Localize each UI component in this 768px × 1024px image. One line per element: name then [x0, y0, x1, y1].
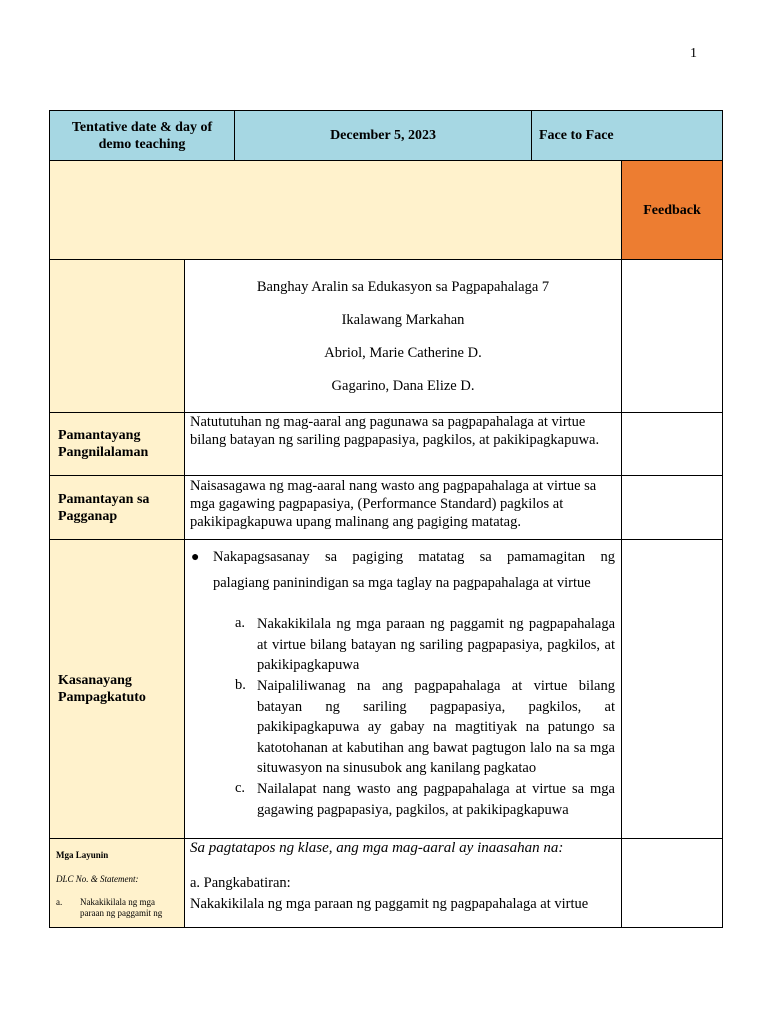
competency-item-a-text: Nakakikilala ng mga paraan ng paggamit ng pagpapahalaga at virtue bilang batayan ng sariling pagpapasiya, pagkilos, at pakikipagkapuwa — [257, 616, 615, 673]
content-standard-feedback-cell — [621, 412, 723, 476]
feedback-blank-cell — [49, 160, 622, 260]
objectives-item-a-text: Nakakikilala ng mga paraan ng paggamit ng pagpapahalaga at virtue — [190, 896, 589, 912]
competency-item-b-letter: b. — [235, 677, 246, 693]
page-number: 1 — [690, 46, 697, 61]
header-date: December 5, 2023 — [330, 128, 436, 143]
content-standard-text-cell — [184, 412, 622, 476]
quarter: Ikalawang Markahan — [341, 312, 465, 328]
competency-label-cell — [49, 539, 185, 839]
title-label-cell — [49, 259, 185, 413]
performance-standard-text: Naisasagawa ng mag-aaral nang wasto ang pagpapahalaga at virtue sa mga gagawing pagpapasiya, (Performance Standard) pagkilos at pakikipagkapuwa upang malinang ang pagiging matatag. — [190, 478, 597, 530]
author-1: Abriol, Marie Catherine D. — [324, 345, 482, 361]
dlc-label: DLC No. & Statement: — [56, 874, 139, 884]
competency-item-c-text: Nailalapat nang wasto ang pagpapahalaga at virtue sa mga gagawing pagpapasiya, pagkilos, at pakikipagkapuwa — [257, 781, 615, 818]
objectives-label-cell — [49, 838, 185, 928]
objectives-item-a-title: a. Pangkabatiran: — [190, 875, 291, 891]
content-standard-label-cell — [49, 412, 185, 476]
objectives-intro: Sa pagtatapos ng klase, ang mga mag-aaral ay inaasahan na: — [190, 840, 564, 856]
author-2: Gagarino, Dana Elize D. — [331, 378, 475, 394]
dlc-letter: a. — [56, 897, 63, 907]
objectives-feedback-cell — [621, 838, 723, 928]
header-mode-cell — [531, 110, 723, 161]
content-standard-label: Pamantayang Pangnilalaman — [58, 428, 149, 460]
performance-standard-label-cell — [49, 475, 185, 540]
content-standard-text: Natututuhan ng mag-aaral ang pagunawa sa pagpapahalaga at virtue bilang batayan ng sariling pagpapasiya, pagkilos, at pakikipagkapuwa. — [190, 414, 600, 448]
title-feedback-cell — [621, 259, 723, 413]
competency-item-b-text: Naipaliliwanag na ang pagpapahalaga at virtue bilang batayan ng sariling pagpapasiya, pagkilos, at pakikipagkapuwa ay gabay na magtitiyak na patungo sa katotohanan at kabutihan ang bawat pagtugon lalo na sa mga situwasyon na sinusubok ang kanilang pagkatao — [257, 678, 615, 776]
header-label: Tentative date & day of demo teaching — [71, 119, 213, 152]
feedback-header-cell — [621, 160, 723, 260]
competency-text-cell — [184, 539, 622, 839]
performance-standard-feedback-cell — [621, 475, 723, 540]
header-label-cell — [49, 110, 235, 161]
competency-item-c-letter: c. — [235, 780, 246, 796]
header-mode: Face to Face — [539, 128, 614, 143]
title-block-cell — [184, 259, 622, 413]
competency-main-line1: Nakapagsasanay sa pagiging matatag sa pamamagitan ng — [213, 549, 615, 565]
objectives-text-cell — [184, 838, 622, 928]
objectives-label: Mga Layunin — [56, 850, 109, 860]
feedback-label: Feedback — [643, 202, 701, 218]
performance-standard-label: Pamantayan sa Pagganap — [58, 492, 150, 524]
lesson-title: Banghay Aralin sa Edukasyon sa Pagpapahalaga 7 — [256, 279, 550, 295]
bullet-icon: ● — [191, 550, 200, 565]
competency-label: Kasanayang Pampagkatuto — [58, 673, 146, 705]
dlc-text: Nakakikilala ng mga paraan ng paggamit ng — [80, 897, 163, 918]
competency-feedback-cell — [621, 539, 723, 839]
header-date-cell — [234, 110, 532, 161]
competency-item-a-letter: a. — [235, 615, 246, 631]
performance-standard-text-cell — [184, 475, 622, 540]
competency-main-line2: palagiang paninindigan sa mga taglay na pagpapahalaga at virtue — [213, 575, 591, 591]
